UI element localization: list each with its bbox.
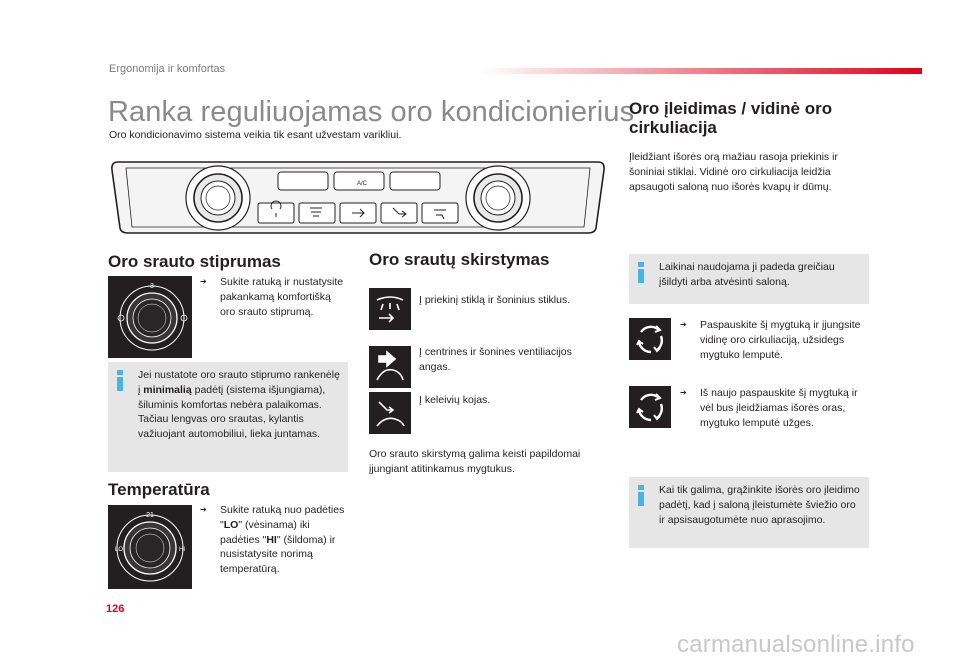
temperature-knob-mark: 21 xyxy=(146,512,154,519)
info-icon xyxy=(637,485,646,506)
temperature-instruction xyxy=(200,503,345,577)
fan-icon xyxy=(118,315,124,321)
feet-icon xyxy=(369,392,411,434)
recirculation-icon xyxy=(629,386,671,428)
page-number: 126 xyxy=(106,603,125,615)
page-title: Ranka reguliuojamas oro kondicionierius xyxy=(108,96,635,128)
distribution-note: Oro srauto skirstymą galima keisti papildomai įjungiant atitinkamus mygtukus. xyxy=(369,448,581,475)
temperature-title: Temperatūra xyxy=(108,480,210,499)
recirculation-title: Oro įleidimas / vidinė oro cirkuliacija xyxy=(629,99,833,137)
section-label: Ergonomija ir komfortas xyxy=(109,63,226,75)
airflow-note-part2: padėtį (sistema išjungiama), šiluminis komfortas nebėra palaikomas. Tačiau lengvas oro srautas, kylantis važiuojant automobiliui, lieka juntamas. xyxy=(138,383,326,441)
info-icon xyxy=(116,370,125,391)
temperature-text-part2: " (vėsinama) iki padėties " xyxy=(220,518,310,546)
recirculation-info-box xyxy=(629,254,869,304)
centre-vents-icon xyxy=(369,346,411,388)
page-subtitle: Oro kondicionavimo sistema veikia tik esant užvestam varikliui. xyxy=(109,129,402,141)
recirculation-note2: Kai tik galima, grąžinkite išorės oro įleidimo padėtį, kad į saloną įleistumėte šviežio oro ir apsisaugotumėte nuo aprasojimo. xyxy=(659,484,860,526)
recirculation-icon xyxy=(629,318,671,360)
ac-label: A/C xyxy=(356,181,368,187)
watermark: carmanualsonline.info xyxy=(677,631,915,658)
feet-label: Į keleivių kojas. xyxy=(419,394,491,406)
temperature-hi: HI xyxy=(266,533,277,546)
temperature-text-part3: " (šildoma) ir nusistatysite norimą temperatūrą. xyxy=(220,533,336,576)
airflow-note-part1: Jei nustatote oro srauto stiprumo rankenėlę į xyxy=(138,369,340,396)
temperature-knob-lo: LO xyxy=(114,547,124,553)
temperature-text-part1: Sukite ratuką nuo padėties " xyxy=(220,504,345,531)
temperature-knob-image xyxy=(108,505,192,589)
airflow-title: Oro srauto stiprumas xyxy=(108,252,281,271)
temperature-knob-hi: HI xyxy=(179,547,185,553)
airflow-info-box xyxy=(108,362,348,472)
airflow-note-bold: minimalią xyxy=(143,383,192,396)
recirculation-note1: Laikinai naudojama ji padeda greičiau įšildyti arba atvėsinti saloną. xyxy=(659,261,835,288)
info-icon xyxy=(637,262,646,283)
recirculation-off-text: ➔ Iš naujo paspauskite šį mygtuką ir vėl bus įleidžiamas išorės oras, mygtuko lemputė užges. xyxy=(680,386,870,430)
temperature-lo: LO xyxy=(223,518,239,531)
airflow-knob-image xyxy=(108,276,192,358)
airflow-knob-mark: 3 xyxy=(150,283,154,290)
recirculation-on-text: ➔ Paspauskite šį mygtuką ir įjungsite vidinę oro cirkuliaciją, užsidegs mygtuko lemputė. xyxy=(680,318,870,362)
left-dial xyxy=(186,166,250,230)
recirculation-text: Įleidžiant išorės orą mažiau rasoja priekinis ir šoniniai stiklai. Vidinė oro cirkuliacija leidžia apsaugoti saloną nuo išorės kvapų ir dūmų. xyxy=(629,151,838,193)
header-rule xyxy=(480,68,922,74)
windscreen-icon xyxy=(369,288,411,330)
right-dial xyxy=(466,166,530,230)
windscreen-label: Į priekinį stiklą ir šoninius stiklus. xyxy=(419,294,571,306)
distribution-title: Oro srautų skirstymas xyxy=(369,250,550,269)
airflow-instruction: ➔ Sukite ratuką ir nustatysite pakankamą komfortišką oro srauto stiprumą. xyxy=(200,275,345,319)
control-panel-illustration xyxy=(108,158,608,236)
centre-vents-label: Į centrines ir šonines ventiliacijos angas. xyxy=(419,346,572,373)
recirculation-info-box xyxy=(629,477,869,548)
